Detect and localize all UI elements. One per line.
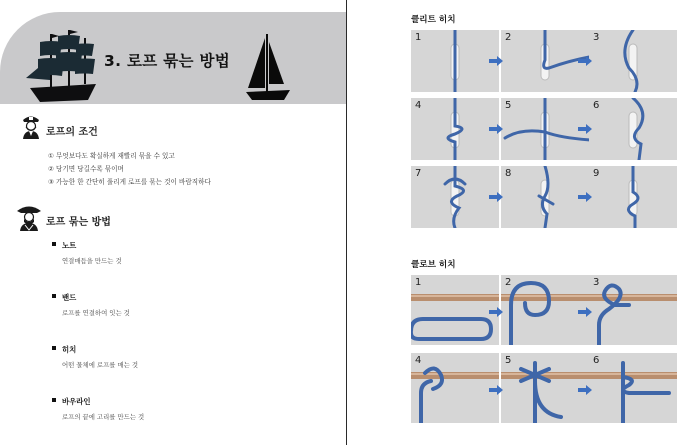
methods-title: 로프 묶는 방법 [46, 217, 111, 228]
cleat-step-panel [501, 98, 589, 160]
step-number: 9 [593, 168, 600, 179]
step-arrow-icon [578, 56, 592, 66]
clove-hitch-illustration [501, 275, 589, 345]
method-item-hitch [52, 344, 138, 369]
step-arrow-icon [489, 124, 503, 134]
cleat-step-panel [589, 166, 677, 228]
cleat-hitch-illustration [501, 30, 589, 92]
step-number: 7 [415, 168, 422, 179]
step-number: 1 [415, 277, 422, 288]
step-arrow-icon [578, 124, 592, 134]
clove-hitch-steps-grid [411, 275, 697, 423]
step-arrow-icon [578, 385, 592, 395]
cleat-hitch-illustration [411, 30, 499, 92]
cleat-step-panel [411, 166, 499, 228]
sailing-ship-icon [22, 28, 104, 106]
cleat-hitch-steps-grid [411, 30, 697, 228]
cleat-hitch-title: 클리트 히치 [411, 15, 456, 25]
step-number: 4 [415, 100, 422, 111]
clove-hitch-illustration [411, 275, 499, 345]
method-item-bend [52, 292, 130, 317]
step-arrow-icon [578, 307, 592, 317]
step-arrow-icon [489, 56, 503, 66]
conditions-title: 로프의 조건 [46, 127, 98, 138]
step-number: 5 [505, 100, 512, 111]
condition-item: ② 당기면 당길수록 묶이며 [48, 165, 124, 173]
method-name: 바우라인 [52, 396, 144, 407]
step-number: 2 [505, 32, 512, 43]
step-number: 1 [415, 32, 422, 43]
step-number: 2 [505, 277, 512, 288]
condition-item: ① 무엇보다도 확실하게 재빨리 묶을 수 있고 [48, 152, 175, 160]
clove-step-panel [589, 353, 677, 423]
condition-item: ③ 가능한 한 간단히 풀리게 로프를 묶는 것이 바람직하다 [48, 178, 211, 186]
cleat-step-panel [411, 98, 499, 160]
step-number: 6 [593, 100, 600, 111]
method-desc: 연결매듭을 만드는 것 [62, 257, 122, 265]
clove-step-panel [501, 275, 589, 345]
pirate-icon [16, 202, 42, 232]
step-number: 5 [505, 355, 512, 366]
clove-step-panel [411, 353, 499, 423]
left-page [0, 0, 346, 445]
clove-step-panel [411, 275, 499, 345]
cleat-hitch-illustration [501, 166, 589, 228]
method-desc: 로프의 끝에 고리를 만드는 것 [62, 413, 145, 421]
cleat-hitch-illustration [411, 98, 499, 160]
captain-icon [20, 112, 42, 140]
cleat-step-panel [411, 30, 499, 92]
step-arrow-icon [489, 385, 503, 395]
method-name: 히치 [52, 344, 138, 355]
clove-hitch-title: 클로브 히치 [411, 260, 456, 270]
cleat-step-panel [589, 30, 677, 92]
clove-hitch-illustration [589, 275, 677, 345]
method-name: 노트 [52, 240, 122, 251]
step-number: 6 [593, 355, 600, 366]
cleat-hitch-illustration [501, 98, 589, 160]
method-item-knot [52, 240, 122, 265]
cleat-hitch-illustration [589, 98, 677, 160]
cleat-step-panel [589, 98, 677, 160]
method-desc: 어떤 물체에 로프를 매는 것 [62, 361, 139, 369]
cleat-step-panel [501, 166, 589, 228]
clove-step-panel [589, 275, 677, 345]
step-arrow-icon [578, 192, 592, 202]
chapter-title: 3. 로프 묶는 방법 [104, 52, 231, 70]
step-number: 3 [593, 32, 600, 43]
step-arrow-icon [489, 192, 503, 202]
clove-hitch-illustration [589, 353, 677, 423]
method-desc: 로프를 연결하여 잇는 것 [62, 309, 130, 317]
right-page [347, 0, 700, 445]
method-item-bowline [52, 396, 144, 421]
clove-step-panel [501, 353, 589, 423]
conditions-list [48, 150, 211, 189]
step-number: 8 [505, 168, 512, 179]
cleat-hitch-illustration [589, 30, 677, 92]
step-number: 3 [593, 277, 600, 288]
cleat-step-panel [501, 30, 589, 92]
clove-hitch-illustration [411, 353, 499, 423]
cleat-hitch-illustration [411, 166, 499, 228]
method-name: 밴드 [52, 292, 130, 303]
step-number: 4 [415, 355, 422, 366]
cleat-hitch-illustration [589, 166, 677, 228]
clove-hitch-illustration [501, 353, 589, 423]
sailboat-icon [244, 32, 292, 104]
step-arrow-icon [489, 307, 503, 317]
